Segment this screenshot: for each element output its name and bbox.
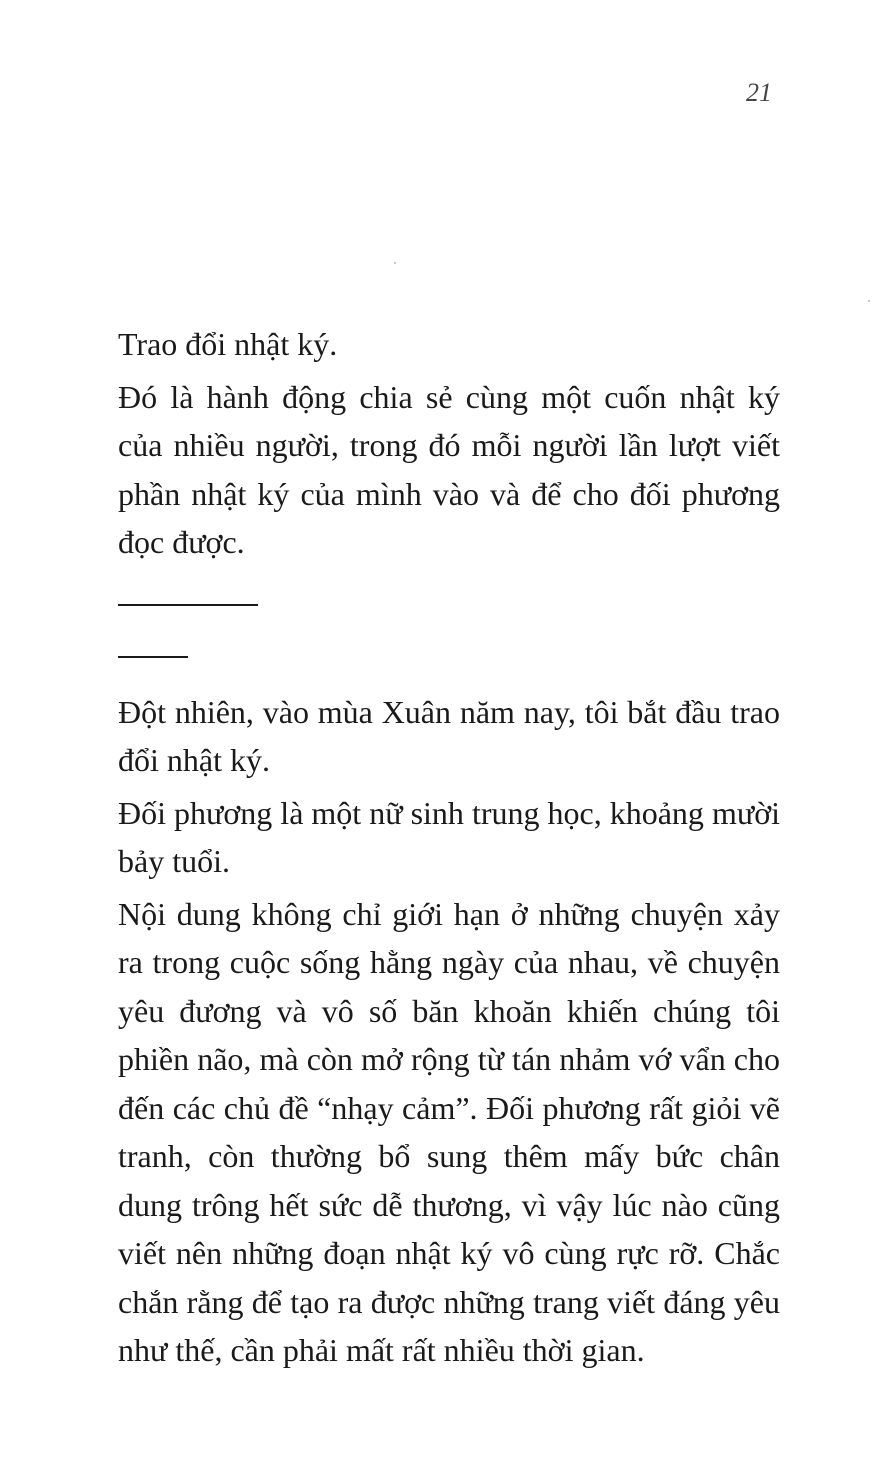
body-text xyxy=(118,320,780,1375)
paper-speck xyxy=(868,300,870,302)
page-number: 21 xyxy=(746,78,772,107)
paragraph-4: Đối phương là một nữ sinh trung học, khoảng mười bảy tuổi. xyxy=(118,794,780,879)
paragraph-1: Trao đổi nhật ký. xyxy=(118,326,338,362)
paragraph-3: Đột nhiên, vào mùa Xuân năm nay, tôi bắt đầu trao đổi nhật ký. xyxy=(118,693,780,778)
section-divider-long xyxy=(118,604,258,606)
paper-speck xyxy=(394,262,396,264)
paragraph-2: Đó là hành động chia sẻ cùng một cuốn nhật ký của nhiều người, trong đó mỗi người lần lượt viết phần nhật ký của mình vào và để cho đối phương đọc được. xyxy=(118,378,780,560)
paragraph-5: Nội dung không chỉ giới hạn ở những chuyện xảy ra trong cuộc sống hằng ngày của nhau, về chuyện yêu đương và vô số băn khoăn khiến chúng tôi phiền não, mà còn mở rộng từ tán nhảm vớ vẩn cho đến các chủ đề “nhạy cảm”. Đối phương rất giỏi vẽ tranh, còn thường bổ sung thêm mấy bức chân dung trông hết sức dễ thương, vì vậy lúc nào cũng viết nên những đoạn nhật ký vô cùng rực rỡ. Chắc chắn rằng để tạo ra được những trang viết đáng yêu như thế, cần phải mất rất nhiều thời gian. xyxy=(118,895,780,1368)
section-divider-short xyxy=(118,656,188,658)
